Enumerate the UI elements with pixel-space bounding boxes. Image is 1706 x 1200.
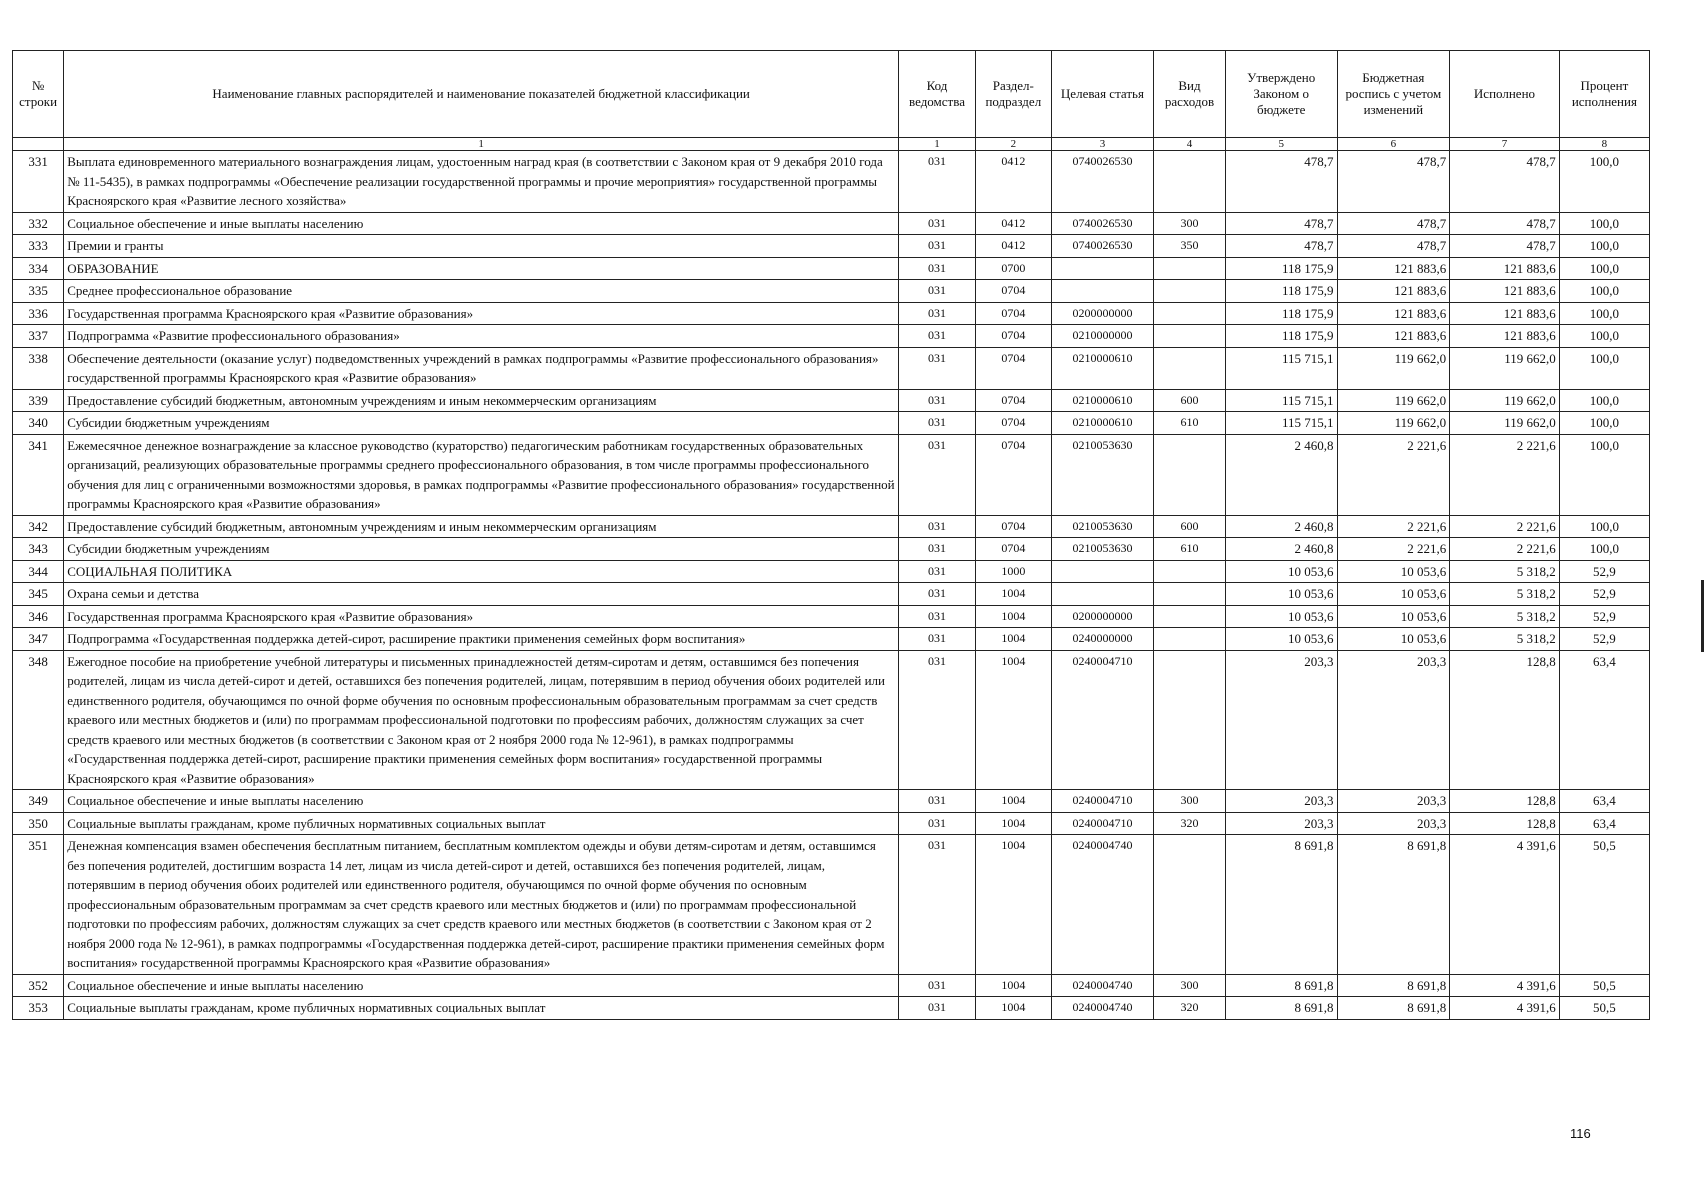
row-approved: 2 460,8	[1225, 538, 1337, 561]
row-expense-type	[1154, 302, 1226, 325]
row-executed: 128,8	[1450, 812, 1560, 835]
table-row	[13, 389, 1650, 412]
row-name: СОЦИАЛЬНАЯ ПОЛИТИКА	[64, 560, 899, 583]
row-budget-schedule: 478,7	[1337, 212, 1450, 235]
row-section: 0704	[975, 347, 1051, 389]
row-department-code: 031	[899, 212, 976, 235]
row-department-code: 031	[899, 538, 976, 561]
row-target-article: 0740026530	[1051, 212, 1153, 235]
row-approved: 118 175,9	[1225, 302, 1337, 325]
row-percent: 100,0	[1559, 302, 1649, 325]
row-target-article	[1051, 560, 1153, 583]
row-number: 343	[13, 538, 64, 561]
row-section: 1004	[975, 605, 1051, 628]
row-section: 0412	[975, 151, 1051, 213]
row-department-code: 031	[899, 974, 976, 997]
row-percent: 100,0	[1559, 212, 1649, 235]
row-department-code: 031	[899, 151, 976, 213]
table-row	[13, 538, 1650, 561]
row-number: 331	[13, 151, 64, 213]
row-department-code: 031	[899, 434, 976, 515]
row-target-article: 0200000000	[1051, 302, 1153, 325]
row-expense-type: 600	[1154, 515, 1226, 538]
row-number: 352	[13, 974, 64, 997]
row-expense-type: 320	[1154, 997, 1226, 1020]
row-name: Ежемесячное денежное вознаграждение за классное руководство (кураторство) педагогическим работникам государственных образовательных организаций, реализующих образовательные программы среднего профессионального образования, в том числе программы профессионального обучения для лиц с ограниченными возможностями здоровья, в рамках подпрограммы «Развитие профессионального образования» государственной программы Красноярского края «Развитие образования»	[64, 434, 899, 515]
row-approved: 118 175,9	[1225, 325, 1337, 348]
row-name: Социальное обеспечение и иные выплаты населению	[64, 974, 899, 997]
row-expense-type	[1154, 325, 1226, 348]
row-number: 338	[13, 347, 64, 389]
row-approved: 2 460,8	[1225, 434, 1337, 515]
row-department-code: 031	[899, 650, 976, 790]
row-expense-type: 300	[1154, 974, 1226, 997]
row-section: 0704	[975, 434, 1051, 515]
row-number: 353	[13, 997, 64, 1020]
row-budget-schedule: 10 053,6	[1337, 628, 1450, 651]
row-budget-schedule: 10 053,6	[1337, 560, 1450, 583]
row-department-code: 031	[899, 997, 976, 1020]
row-name: Среднее профессиональное образование	[64, 280, 899, 303]
table-row	[13, 235, 1650, 258]
row-expense-type	[1154, 151, 1226, 213]
row-target-article: 0240004740	[1051, 997, 1153, 1020]
row-name: Социальное обеспечение и иные выплаты населению	[64, 212, 899, 235]
row-approved: 10 053,6	[1225, 560, 1337, 583]
row-name: Субсидии бюджетным учреждениям	[64, 538, 899, 561]
row-executed: 5 318,2	[1450, 583, 1560, 606]
row-executed: 121 883,6	[1450, 257, 1560, 280]
header-budget-schedule: Бюджетная роспись с учетом изменений	[1337, 51, 1450, 138]
row-expense-type	[1154, 650, 1226, 790]
row-expense-type: 320	[1154, 812, 1226, 835]
row-target-article: 0240000000	[1051, 628, 1153, 651]
row-expense-type: 300	[1154, 212, 1226, 235]
row-number: 339	[13, 389, 64, 412]
row-number: 333	[13, 235, 64, 258]
row-approved: 203,3	[1225, 650, 1337, 790]
row-percent: 52,9	[1559, 560, 1649, 583]
row-section: 0704	[975, 538, 1051, 561]
budget-table	[12, 50, 1650, 1020]
row-budget-schedule: 121 883,6	[1337, 257, 1450, 280]
row-section: 0704	[975, 412, 1051, 435]
row-percent: 100,0	[1559, 325, 1649, 348]
table-row	[13, 347, 1650, 389]
row-approved: 478,7	[1225, 212, 1337, 235]
row-approved: 118 175,9	[1225, 257, 1337, 280]
row-approved: 8 691,8	[1225, 835, 1337, 975]
row-approved: 203,3	[1225, 790, 1337, 813]
row-percent: 50,5	[1559, 997, 1649, 1020]
row-percent: 100,0	[1559, 151, 1649, 213]
row-target-article: 0240004740	[1051, 974, 1153, 997]
row-department-code: 031	[899, 628, 976, 651]
row-budget-schedule: 119 662,0	[1337, 347, 1450, 389]
header-department-code: Код ведомства	[899, 51, 976, 138]
table-row	[13, 790, 1650, 813]
table-row	[13, 280, 1650, 303]
table-row	[13, 650, 1650, 790]
header-col-number: 2	[975, 138, 1051, 151]
row-budget-schedule: 203,3	[1337, 650, 1450, 790]
row-executed: 2 221,6	[1450, 538, 1560, 561]
row-target-article	[1051, 257, 1153, 280]
row-section: 0412	[975, 235, 1051, 258]
row-name: Социальные выплаты гражданам, кроме публичных нормативных социальных выплат	[64, 997, 899, 1020]
row-percent: 100,0	[1559, 235, 1649, 258]
row-target-article: 0210000610	[1051, 412, 1153, 435]
row-number: 345	[13, 583, 64, 606]
row-section: 1004	[975, 650, 1051, 790]
header-col-number: 1	[899, 138, 976, 151]
row-section: 0704	[975, 389, 1051, 412]
row-expense-type	[1154, 583, 1226, 606]
row-number: 350	[13, 812, 64, 835]
table-row	[13, 151, 1650, 213]
header-col-number: 4	[1154, 138, 1226, 151]
row-number: 334	[13, 257, 64, 280]
row-approved: 115 715,1	[1225, 347, 1337, 389]
row-section: 0704	[975, 280, 1051, 303]
table-header	[13, 51, 1650, 151]
row-target-article: 0210053630	[1051, 538, 1153, 561]
row-expense-type	[1154, 347, 1226, 389]
header-col-number: 1	[64, 138, 899, 151]
row-budget-schedule: 2 221,6	[1337, 434, 1450, 515]
table-row	[13, 835, 1650, 975]
row-department-code: 031	[899, 790, 976, 813]
row-name: Субсидии бюджетным учреждениям	[64, 412, 899, 435]
row-number: 336	[13, 302, 64, 325]
row-expense-type	[1154, 560, 1226, 583]
row-target-article: 0210000610	[1051, 389, 1153, 412]
row-name: Охрана семьи и детства	[64, 583, 899, 606]
row-percent: 100,0	[1559, 515, 1649, 538]
row-department-code: 031	[899, 515, 976, 538]
table-row	[13, 515, 1650, 538]
row-expense-type: 300	[1154, 790, 1226, 813]
row-expense-type	[1154, 257, 1226, 280]
row-name: Социальное обеспечение и иные выплаты населению	[64, 790, 899, 813]
row-expense-type: 610	[1154, 412, 1226, 435]
row-target-article	[1051, 583, 1153, 606]
row-target-article: 0240004710	[1051, 812, 1153, 835]
row-number: 351	[13, 835, 64, 975]
row-department-code: 031	[899, 280, 976, 303]
row-approved: 10 053,6	[1225, 583, 1337, 606]
row-target-article: 0210000610	[1051, 347, 1153, 389]
row-number: 349	[13, 790, 64, 813]
row-number: 346	[13, 605, 64, 628]
header-expense-type: Вид расходов	[1154, 51, 1226, 138]
row-target-article: 0210000000	[1051, 325, 1153, 348]
row-section: 0412	[975, 212, 1051, 235]
row-budget-schedule: 121 883,6	[1337, 280, 1450, 303]
row-number: 348	[13, 650, 64, 790]
row-executed: 5 318,2	[1450, 605, 1560, 628]
row-section: 1000	[975, 560, 1051, 583]
row-department-code: 031	[899, 325, 976, 348]
row-department-code: 031	[899, 583, 976, 606]
row-budget-schedule: 2 221,6	[1337, 538, 1450, 561]
row-budget-schedule: 119 662,0	[1337, 389, 1450, 412]
row-executed: 2 221,6	[1450, 515, 1560, 538]
table-row	[13, 212, 1650, 235]
row-percent: 63,4	[1559, 650, 1649, 790]
row-percent: 50,5	[1559, 835, 1649, 975]
row-approved: 10 053,6	[1225, 605, 1337, 628]
row-department-code: 031	[899, 257, 976, 280]
row-target-article: 0740026530	[1051, 151, 1153, 213]
row-approved: 478,7	[1225, 235, 1337, 258]
header-name: Наименование главных распорядителей и наименование показателей бюджетной классификации	[64, 51, 899, 138]
scan-edge-mark	[1701, 580, 1704, 652]
row-number: 332	[13, 212, 64, 235]
row-department-code: 031	[899, 235, 976, 258]
row-percent: 63,4	[1559, 790, 1649, 813]
row-section: 1004	[975, 812, 1051, 835]
header-col-number: 6	[1337, 138, 1450, 151]
row-approved: 8 691,8	[1225, 997, 1337, 1020]
row-expense-type	[1154, 605, 1226, 628]
row-budget-schedule: 121 883,6	[1337, 325, 1450, 348]
header-section: Раздел-подраздел	[975, 51, 1051, 138]
row-name: Социальные выплаты гражданам, кроме публичных нормативных социальных выплат	[64, 812, 899, 835]
row-budget-schedule: 478,7	[1337, 235, 1450, 258]
row-section: 0700	[975, 257, 1051, 280]
row-number: 337	[13, 325, 64, 348]
header-col-number: 8	[1559, 138, 1649, 151]
row-approved: 8 691,8	[1225, 974, 1337, 997]
row-section: 1004	[975, 628, 1051, 651]
row-target-article	[1051, 280, 1153, 303]
row-section: 0704	[975, 302, 1051, 325]
row-percent: 50,5	[1559, 974, 1649, 997]
row-percent: 52,9	[1559, 605, 1649, 628]
row-executed: 478,7	[1450, 212, 1560, 235]
row-budget-schedule: 478,7	[1337, 151, 1450, 213]
row-name: Государственная программа Красноярского края «Развитие образования»	[64, 605, 899, 628]
row-department-code: 031	[899, 812, 976, 835]
row-executed: 5 318,2	[1450, 628, 1560, 651]
row-target-article: 0240004740	[1051, 835, 1153, 975]
row-number: 335	[13, 280, 64, 303]
row-executed: 4 391,6	[1450, 835, 1560, 975]
header-col-number: 3	[1051, 138, 1153, 151]
row-executed: 2 221,6	[1450, 434, 1560, 515]
row-number: 340	[13, 412, 64, 435]
header-target-article: Целевая статья	[1051, 51, 1153, 138]
row-budget-schedule: 10 053,6	[1337, 583, 1450, 606]
row-name: Предоставление субсидий бюджетным, автономным учреждениям и иным некоммерческим организациям	[64, 389, 899, 412]
row-percent: 100,0	[1559, 412, 1649, 435]
row-percent: 100,0	[1559, 257, 1649, 280]
row-department-code: 031	[899, 389, 976, 412]
row-budget-schedule: 10 053,6	[1337, 605, 1450, 628]
table-row	[13, 560, 1650, 583]
row-section: 1004	[975, 583, 1051, 606]
row-budget-schedule: 8 691,8	[1337, 997, 1450, 1020]
row-percent: 100,0	[1559, 538, 1649, 561]
row-executed: 121 883,6	[1450, 325, 1560, 348]
header-approved: Утверждено Законом о бюджете	[1225, 51, 1337, 138]
row-department-code: 031	[899, 835, 976, 975]
row-executed: 478,7	[1450, 235, 1560, 258]
row-expense-type	[1154, 835, 1226, 975]
row-executed: 478,7	[1450, 151, 1560, 213]
row-name: Денежная компенсация взамен обеспечения бесплатным питанием, бесплатным комплектом одежды и обуви детям-сиротам и детям, оставшимся без попечения родителей, достигшим возраста 14 лет, лицам из числа детей-сирот и детей, оставшихся без попечения родителей, лицам, потерявшим в период обучения обоих родителей или единственного родителя, обучающимся по очной форме обучения по основным профессиональным образовательным программам за счет средств краевого или местных бюджетов и (или) по программам профессиональной подготовки по профессиям рабочих, должностям служащих за счет средств краевого или местных бюджетов (в соответствии с Законом края от 2 ноября 2000 года № 12-961), в рамках подпрограммы «Государственная поддержка детей-сирот, расширение практики применения семейных форм воспитания» государственной программы Красноярского края «Развитие образования»	[64, 835, 899, 975]
row-percent: 63,4	[1559, 812, 1649, 835]
table-row	[13, 257, 1650, 280]
page-number: 116	[1570, 1126, 1591, 1141]
row-executed: 119 662,0	[1450, 347, 1560, 389]
row-expense-type: 610	[1154, 538, 1226, 561]
row-executed: 128,8	[1450, 650, 1560, 790]
row-approved: 2 460,8	[1225, 515, 1337, 538]
row-name: Подпрограмма «Государственная поддержка детей-сирот, расширение практики применения семейных форм воспитания»	[64, 628, 899, 651]
row-percent: 52,9	[1559, 583, 1649, 606]
row-section: 1004	[975, 835, 1051, 975]
row-target-article: 0240004710	[1051, 790, 1153, 813]
row-executed: 4 391,6	[1450, 974, 1560, 997]
row-expense-type: 600	[1154, 389, 1226, 412]
row-budget-schedule: 121 883,6	[1337, 302, 1450, 325]
row-department-code: 031	[899, 605, 976, 628]
row-name: Государственная программа Красноярского края «Развитие образования»	[64, 302, 899, 325]
header-percent: Процент исполнения	[1559, 51, 1649, 138]
table-row	[13, 412, 1650, 435]
row-budget-schedule: 203,3	[1337, 812, 1450, 835]
row-percent: 100,0	[1559, 389, 1649, 412]
row-expense-type	[1154, 434, 1226, 515]
header-col-number: 5	[1225, 138, 1337, 151]
row-target-article: 0240004710	[1051, 650, 1153, 790]
row-expense-type	[1154, 628, 1226, 651]
row-section: 0704	[975, 515, 1051, 538]
row-target-article: 0210053630	[1051, 434, 1153, 515]
row-budget-schedule: 8 691,8	[1337, 835, 1450, 975]
row-approved: 478,7	[1225, 151, 1337, 213]
row-expense-type	[1154, 280, 1226, 303]
table-row	[13, 434, 1650, 515]
row-budget-schedule: 119 662,0	[1337, 412, 1450, 435]
table-row	[13, 812, 1650, 835]
row-approved: 115 715,1	[1225, 412, 1337, 435]
table-row	[13, 325, 1650, 348]
header-col-number: 7	[1450, 138, 1560, 151]
budget-table-page	[12, 50, 1650, 1020]
table-body	[13, 151, 1650, 1020]
row-percent: 100,0	[1559, 434, 1649, 515]
row-budget-schedule: 203,3	[1337, 790, 1450, 813]
row-number: 342	[13, 515, 64, 538]
row-percent: 52,9	[1559, 628, 1649, 651]
table-row	[13, 974, 1650, 997]
row-executed: 128,8	[1450, 790, 1560, 813]
table-row	[13, 628, 1650, 651]
row-department-code: 031	[899, 347, 976, 389]
row-section: 0704	[975, 325, 1051, 348]
row-section: 1004	[975, 997, 1051, 1020]
table-row	[13, 583, 1650, 606]
row-department-code: 031	[899, 412, 976, 435]
table-row	[13, 997, 1650, 1020]
row-expense-type: 350	[1154, 235, 1226, 258]
row-budget-schedule: 8 691,8	[1337, 974, 1450, 997]
row-section: 1004	[975, 974, 1051, 997]
row-department-code: 031	[899, 302, 976, 325]
row-target-article: 0200000000	[1051, 605, 1153, 628]
row-name: Обеспечение деятельности (оказание услуг) подведомственных учреждений в рамках подпрограммы «Развитие профессионального образования» государственной программы Красноярского края «Развитие образования»	[64, 347, 899, 389]
header-row-number: № строки	[13, 51, 64, 138]
row-name: Премии и гранты	[64, 235, 899, 258]
row-name: Выплата единовременного материального вознаграждения лицам, удостоенным наград края (в соответствии с Законом края от 9 декабря 2010 года № 11-5435), в рамках подпрограммы «Обеспечение реализации государственной программы и прочие мероприятия» государственной программы Красноярского края «Развитие лесного хозяйства»	[64, 151, 899, 213]
row-executed: 121 883,6	[1450, 302, 1560, 325]
row-name: ОБРАЗОВАНИЕ	[64, 257, 899, 280]
row-executed: 121 883,6	[1450, 280, 1560, 303]
row-target-article: 0740026530	[1051, 235, 1153, 258]
row-number: 344	[13, 560, 64, 583]
row-approved: 118 175,9	[1225, 280, 1337, 303]
row-percent: 100,0	[1559, 347, 1649, 389]
row-executed: 5 318,2	[1450, 560, 1560, 583]
row-approved: 203,3	[1225, 812, 1337, 835]
row-department-code: 031	[899, 560, 976, 583]
row-budget-schedule: 2 221,6	[1337, 515, 1450, 538]
row-target-article: 0210053630	[1051, 515, 1153, 538]
row-percent: 100,0	[1559, 280, 1649, 303]
row-executed: 119 662,0	[1450, 412, 1560, 435]
row-approved: 10 053,6	[1225, 628, 1337, 651]
row-section: 1004	[975, 790, 1051, 813]
row-name: Подпрограмма «Развитие профессионального образования»	[64, 325, 899, 348]
row-number: 341	[13, 434, 64, 515]
table-row	[13, 302, 1650, 325]
header-executed: Исполнено	[1450, 51, 1560, 138]
table-row	[13, 605, 1650, 628]
row-executed: 4 391,6	[1450, 997, 1560, 1020]
row-executed: 119 662,0	[1450, 389, 1560, 412]
row-name: Ежегодное пособие на приобретение учебной литературы и письменных принадлежностей детям-сиротам и детям, оставшимся без попечения родителей, лицам из числа детей-сирот и детей, оставшихся без попечения родителей, лицам, потерявшим в период обучения обоих родителей или единственного родителя, обучающимся по очной форме обучения по основным профессиональным образовательным программам за счет средств краевого или местных бюджетов и (или) по программам профессиональной подготовки по профессиям рабочих, должностям служащих за счет средств краевого или местных бюджетов (в соответствии с Законом края от 2 ноября 2000 года № 12-961), в рамках подпрограммы «Государственная поддержка детей-сирот, расширение практики применения семейных форм воспитания» государственной программы Красноярского края «Развитие образования»	[64, 650, 899, 790]
row-approved: 115 715,1	[1225, 389, 1337, 412]
row-number: 347	[13, 628, 64, 651]
header-col-number	[13, 138, 64, 151]
row-name: Предоставление субсидий бюджетным, автономным учреждениям и иным некоммерческим организациям	[64, 515, 899, 538]
